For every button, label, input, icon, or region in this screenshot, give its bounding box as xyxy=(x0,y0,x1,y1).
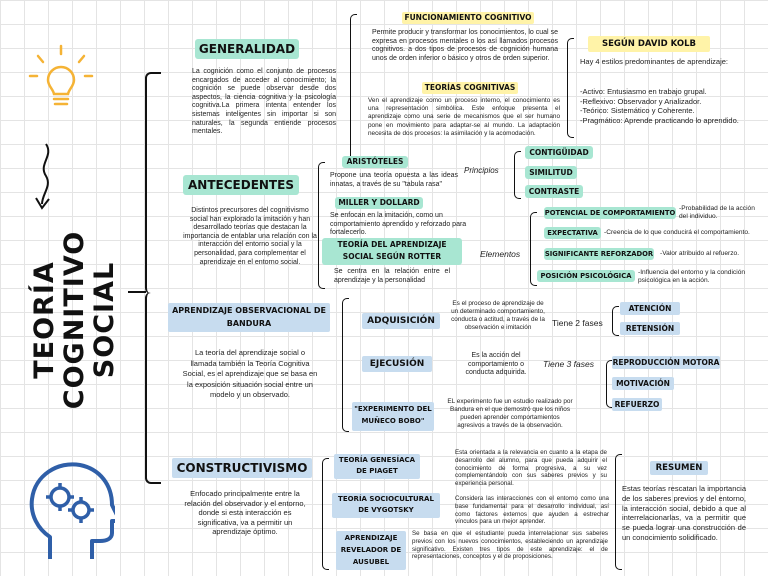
antecedentes-heading: ANTECEDENTES xyxy=(183,175,299,195)
generalidad-heading: GENERALIDAD xyxy=(195,39,299,59)
kolb-list xyxy=(580,87,750,125)
antecedentes-brace xyxy=(318,162,325,289)
funcionamiento-text: Permite producir y transformar los conocimientos, lo cual se expresa en procesos mentales o los así llamados procesos cognitivos. a dos tipos de procesos de cognición humana unos de orden inferior o básico y otros de orden superior. xyxy=(372,29,558,62)
constructivismo-heading: CONSTRUCTIVISMO xyxy=(172,458,312,478)
fase-item: ATENCIÓN xyxy=(620,302,680,315)
observacional-heading: APRENDIZAJE OBSERVACIONAL DE BANDURA xyxy=(168,303,330,332)
head-gears-icon xyxy=(20,455,115,565)
kolb-intro: Hay 4 estilos predominantes de aprendizaje: xyxy=(580,57,729,66)
elemento-name: EXPECTATIVA xyxy=(544,227,601,239)
vygotsky-text: Considera las interacciones con el entorno como una base fundamental para el desarrollo individual, así como factores externos que ayuden a estrechar vínculos para un mejor aprender. xyxy=(455,495,609,526)
adquisicion-brace xyxy=(612,306,619,336)
bobo-text: EL experimento fue un estudio realizado por Bandura en el que demostró que los niños pueden aprender comportamientos agresivos a través de la observación. xyxy=(447,398,573,429)
elemento-desc: -Influencia del entorno y la condición psicológica en la acción. xyxy=(638,269,746,284)
elemento-desc: -Probabilidad de la acción del individuo. xyxy=(679,205,755,220)
ejecucion-label: Tiene 3 fases xyxy=(543,359,594,369)
adquisicion-text: Es el proceso de aprendizaje de un determinado comportamiento, conducta o actitud, a través de la observación e imitación xyxy=(451,300,545,331)
aristoteles-text: Propone una teoría opuesta a las ideas innatas, a través de su "tabula rasa" xyxy=(330,172,458,188)
rotter-heading: TEORÍA DEL APRENDIZAJE SOCIAL SEGÚN ROTTER xyxy=(322,238,462,265)
adquisicion-heading: ADQUISICIÓN xyxy=(362,313,440,329)
principio-item: CONTRASTE xyxy=(525,185,583,198)
title-line-1: TEORÍA xyxy=(29,261,60,379)
resumen-heading: RESUMEN xyxy=(650,461,708,475)
main-brace xyxy=(145,72,161,294)
observacional-brace xyxy=(342,298,349,432)
kolb-item: -Reflexivo: Observador y Analizador. xyxy=(580,96,702,106)
main-brace-tip xyxy=(128,291,146,293)
kolb-item: -Pragmático: Aprende practicando lo aprendido. xyxy=(580,115,739,125)
principio-item: SIMILITUD xyxy=(525,166,577,179)
miller-text: Se enfocan en la imitación, como un comportamiento aprendido y reforzado para fortalecerlo. xyxy=(330,212,467,237)
piaget-heading: TEORÍA GENESÍACA DE PIAGET xyxy=(334,454,420,479)
elemento-name: POSICIÓN PSICOLÓGICA xyxy=(537,270,635,282)
fase-item: RETENSIÓN xyxy=(620,322,680,335)
teorias-heading: TEORÍAS COGNITIVAS xyxy=(422,82,518,94)
ausubel-heading: APRENDIZAJE REVELADOR DE AUSUBEL xyxy=(336,531,406,570)
lightbulb-icon xyxy=(22,42,100,112)
antecedentes-text: Distintos precursores del cognitivismo social han explorado la imitación y han desarrollado teorías que destacan la importancia de entablar una relación con la interacción del entorno social y la personalidad, para complementar el aprendizaje en el entorno social. xyxy=(183,207,317,266)
main-brace-lower xyxy=(145,292,161,484)
ejecucion-heading: EJECUSIÓN xyxy=(362,356,432,372)
teorias-text: Ven el aprendizaje como un proceso interno, el conocimiento es una representación simbólica. Este enfoque presenta el aprendizaje como una serie de mecanismos que el ser humano pone en movimiento para adaptar-se al mundo. La adaptación necesita de dos procesos: la asimilación y la acomodación. xyxy=(368,97,560,137)
resumen-text: Estas teorías rescatan la importancia de los saberes previos y del entorno, la interacción social, debido a que al interrelacionarlas, va a permitir que se pueda lograr una construcción de un conocimiento solidificado. xyxy=(622,484,746,542)
constructivismo-text: Enfocado principalmente entre la relación del observador y el entorno, donde si esta interacción es significativa, va a permitir un aprendizaje óptimo. xyxy=(184,489,306,536)
funcionamiento-heading: FUNCIONAMIENTO COGNITIVO xyxy=(402,12,534,24)
elementos-brace xyxy=(530,212,537,286)
ausubel-text: Se basa en que el estudiante pueda interrelacionar sus saberes previos con los nuevos conocimientos, estableciendo un aprendizaje significativo. Existen tres tipos de este aprendizaje: el de representaciones, conceptos y el de proposiciones. xyxy=(412,530,608,561)
principios-brace xyxy=(514,151,521,199)
fase-item: REPRODUCCIÓN MOTORA xyxy=(612,358,720,367)
piaget-text: Esta orientada a la relevancia en cuanto a la etapa de desarrollo del alumno, para que pueda adquirir el conocimiento de forma progresiva, a su vez complementándolo con sus saberes previos y su experiencia personal. xyxy=(455,449,607,488)
observacional-text: La teoría del aprendizaje social o llamada también la Teoría Cognitiva Social, es el aprendizaje que se basa en la exposición situación social entre un modelo y un observado. xyxy=(182,348,318,399)
aristoteles-heading: ARISTÓTELES xyxy=(342,156,408,168)
principio-item: CONTIGÜIDAD xyxy=(525,146,593,159)
fase-item: REFUERZO xyxy=(612,398,662,411)
ejecucion-text: Es la acción del comportamiento o conducta adquirida. xyxy=(465,352,527,377)
bobo-heading: "EXPERIMENTO DEL MUÑECO BOBO" xyxy=(352,402,434,431)
adquisicion-label: Tiene 2 fases xyxy=(552,318,603,328)
resumen-brace xyxy=(615,454,622,570)
elemento-desc: -Creencia de lo que conducirá el comportamiento. xyxy=(604,229,750,236)
fase-item: MOTIVACIÓN xyxy=(612,377,674,390)
constructivismo-brace xyxy=(322,458,329,570)
rotter-text: Se centra en la relación entre el aprendizaje y la personalidad xyxy=(334,268,450,284)
principios-label: Principios xyxy=(464,166,499,175)
generalidad-brace xyxy=(350,14,357,162)
kolb-brace xyxy=(567,38,574,138)
kolb-item: -Activo: Entusiasmo en trabajo grupal. xyxy=(580,87,707,96)
elemento-name: POTENCIAL DE COMPORTAMIENTO xyxy=(544,209,676,217)
vygotsky-heading: TEORÍA SOCIOCULTURAL DE VYGOTSKY xyxy=(332,493,440,518)
generalidad-text: La cognición como el conjunto de procesos encargados de acceder al conocimiento; la cognición se puede observar desde dos aspectos, la ciencia cognitiva y la psicología cognitiva.La primera intenta entender los sistemas inteligentes sin importar si son naturales, la segunda entiende procesos mentales. xyxy=(192,68,336,136)
title-line-2: COGNITIVO SOCIAL xyxy=(59,230,120,410)
kolb-heading: SEGÚN DAVID KOLB xyxy=(588,36,710,52)
miller-heading: MILLER Y DOLLARD xyxy=(335,197,423,209)
kolb-item: -Teórico: Sistemático y Coherente. xyxy=(580,106,695,115)
elemento-name: SIGNIFICANTE REFORZADOR xyxy=(544,250,654,258)
elemento-desc: -Valor atribuido al refuerzo. xyxy=(660,250,740,257)
main-title xyxy=(29,160,120,450)
elementos-label: Elementos xyxy=(480,249,521,259)
